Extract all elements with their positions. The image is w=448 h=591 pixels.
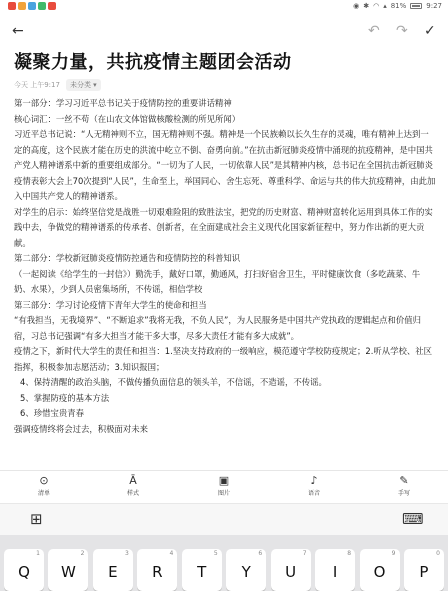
app-notification-icon [28,2,36,10]
clock: 9:27 [426,2,442,10]
checklist-icon: ⊙ [39,474,49,487]
style-button[interactable] [113,474,153,497]
microphone-icon: ♪ [310,474,318,487]
back-arrow-icon[interactable]: ← [12,23,24,39]
list-item: 6、珍惜宝贵青春 [20,408,84,418]
app-notification-icon [18,2,26,10]
eye-icon: ◉ [353,2,360,10]
image-icon: ▣ [218,474,230,487]
note-title[interactable]: 凝聚力量，共抗疫情主题团会活动 [14,52,292,73]
grid-menu-icon[interactable]: ⊞ [30,510,43,528]
paragraph: 疫情之下，新时代大学生的责任和担当：1.坚决支持政府的一级响应，模范遵守学校防疫规定；2.听从学校、社区指挥，积极参加志愿活动；3.知识报国； [14,346,432,372]
paragraph: “有我担当，无我境界”、“不断追求”我将无我，不负人民”，为人民服务是中国共产党执政的逻辑起点和价值归宿，习总书记强调“有多大担当才能干多大事，尽多大责任才能有多大成就”。 [14,315,421,341]
battery-percent: 81% [390,2,407,10]
paragraph: 核心词汇：一丝不苟（在山农文体馆做核酸检测的所见所闻） [14,113,241,124]
handwrite-button[interactable] [384,474,424,497]
undo-icon[interactable]: ↶ [368,23,380,39]
note-body[interactable] [14,96,436,437]
text-style-icon: Ā [129,474,137,487]
hide-keyboard-icon[interactable]: ⌨ [402,510,424,528]
editor-toolbar [0,20,448,42]
handwrite-label: 手写 [397,490,410,497]
list-item: 5、掌握防疫的基本方法 [20,392,110,403]
key-t[interactable]: 5 T [182,549,222,591]
pen-icon: ✎ [399,474,409,487]
notification-icons [8,2,56,10]
key-row [4,549,444,591]
key-p[interactable]: 0 P [404,549,444,591]
paragraph: 第二部分：学校新冠肺炎疫情防控通告和疫情防控的科普知识 [14,253,241,263]
note-timestamp: 今天 上午9:17 [14,81,60,89]
key-i[interactable]: 8 I [315,549,355,591]
voice-button[interactable] [294,474,334,497]
paragraph: 第一部分：学习习近平总书记关于疫情防控的重要讲话精神 [14,98,232,108]
wifi-icon: ◠ [373,2,380,10]
app-notification-icon [48,2,56,10]
redo-icon[interactable]: ↷ [396,23,408,39]
checklist-label: 清单 [37,490,50,497]
battery-icon [410,3,422,9]
image-label: 图片 [217,490,230,497]
app-notification-icon [38,2,46,10]
format-bar [0,470,448,500]
key-r[interactable]: 4 R [137,549,177,591]
app-notification-icon [8,2,16,10]
paragraph: 习近平总书记说：“人无精神则不立，国无精神则不强。精神是一个民族赖以长久生存的灵魂，唯有精神上达到一定的高度，这个民族才能在历史的洪流中屹立不倒、奋勇向前。”在抗击新冠肺炎疫情中涌现的抗疫精神，是中国共产党人精神谱系中新的重要组成部分。“一切为了人民，一切依靠人民”是其精神内核，总书记在全国抗击新冠肺炎疫情表彰大会上70次提到“人民”，生命至上，举国同心、舍生忘死、尊重科学、命运与共的伟大抗疫精神，由此加入中国共产党人的精神谱系。 [14,129,436,201]
paragraph: 第三部分：学习讨论疫情下青年大学生的使命和担当 [14,299,207,310]
key-e[interactable]: 3 E [93,549,133,591]
confirm-check-icon[interactable]: ✓ [424,23,436,39]
signal-icon: ▴ [383,2,387,10]
note-meta [14,79,101,91]
key-y[interactable]: 6 Y [226,549,266,591]
key-q[interactable]: 1 Q [4,549,44,591]
paragraph: 对学生的启示：始终坚信党是战胜一切艰难险阻的致胜法宝，把党的历史财富、精神财富转化运用到具体工作的实践中去，争做党的精神谱系的传承者、创新者，在全面建成社会主义现代化国家新征程中，努力作出新的更大贡献。 [14,206,433,248]
bluetooth-icon: ✱ [363,2,370,10]
paragraph: 强调疫情终将会过去，积极面对未来 [14,423,148,434]
status-bar [0,0,448,13]
style-label: 样式 [126,490,139,497]
key-w[interactable]: 2 W [48,549,88,591]
key-u[interactable]: 7 U [271,549,311,591]
list-item: 4、保持清醒的政治头脑，不做传播负面信息的领头羊，不信谣，不造谣，不传谣。 [20,377,327,387]
system-icons [353,2,442,10]
keyboard [0,535,448,591]
keyboard-toolbar [0,503,448,535]
voice-label: 语音 [307,490,320,497]
checklist-button[interactable] [24,474,64,497]
key-o[interactable]: 9 O [360,549,400,591]
image-button[interactable] [204,474,244,497]
category-dropdown[interactable]: 未分类 ▾ [66,79,101,91]
paragraph: （一起阅读《给学生的一封信》）勤洗手，戴好口罩，勤通风，打扫好宿舍卫生，平时健康饮食（多吃蔬菜、牛奶、水果），少到人员密集场所，不传谣，相信学校 [14,268,421,294]
